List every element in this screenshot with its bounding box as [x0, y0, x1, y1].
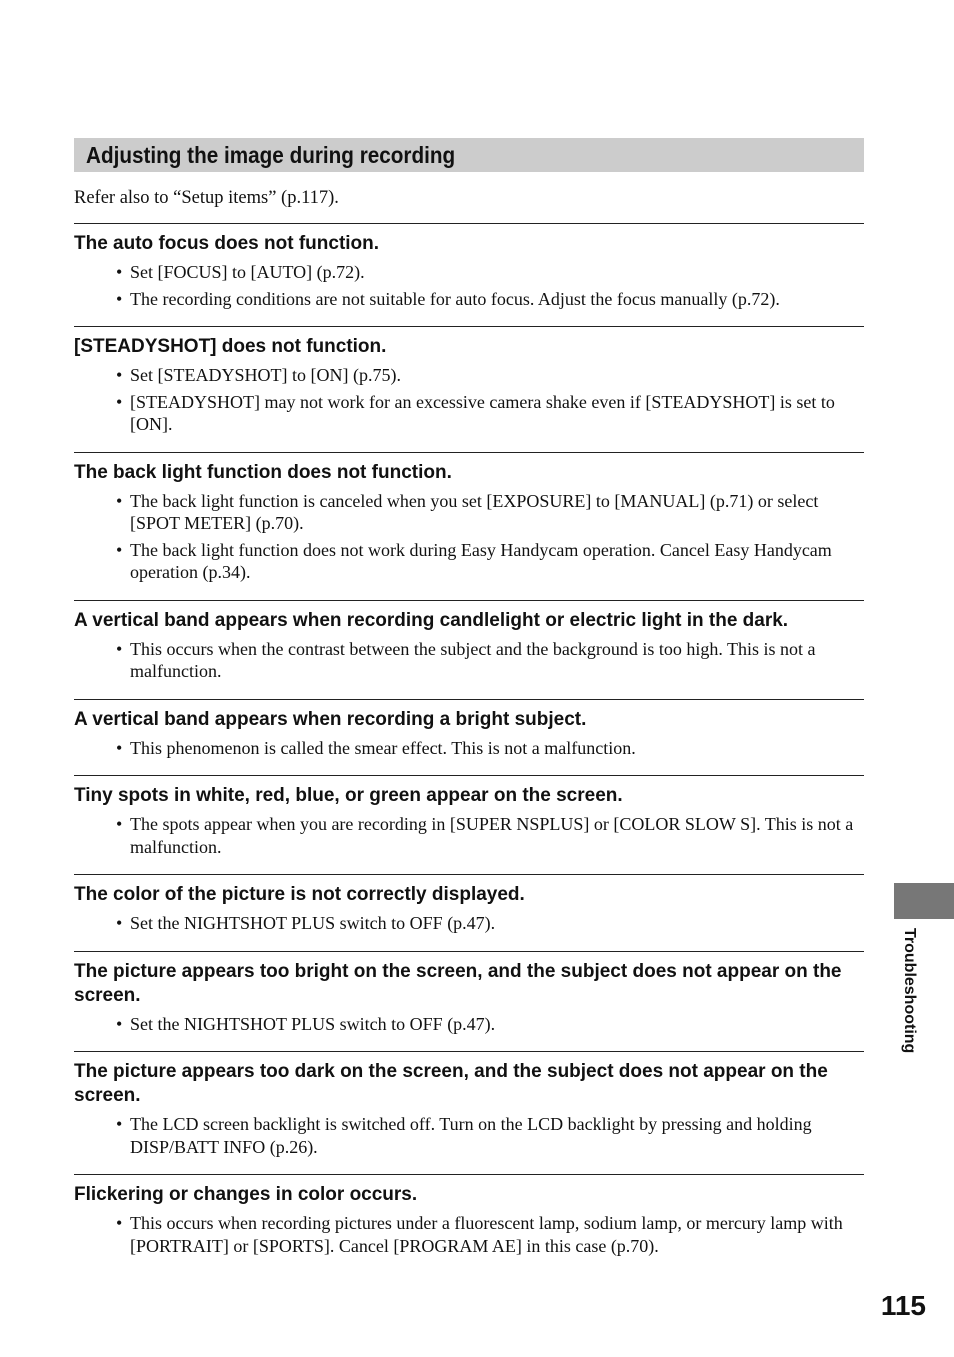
bullet-list [74, 737, 864, 760]
bullet-text: The LCD screen backlight is switched off. Turn on the LCD backlight by pressing and holding DISP/BATT INFO (p.26). [130, 1114, 812, 1157]
bullet-item [74, 912, 864, 935]
bullet-dot-icon: • [116, 288, 123, 309]
bullet-item [74, 539, 864, 584]
bullet-text: The recording conditions are not suitable for auto focus. Adjust the focus manually (p.72). [130, 288, 780, 309]
section-title-text: Adjusting the image during recording [86, 142, 456, 168]
bullet-item [74, 737, 864, 760]
topic-block [74, 699, 864, 776]
bullet-text: Set [FOCUS] to [AUTO] (p.72). [130, 262, 365, 282]
topic-block [74, 874, 864, 951]
bullet-text: This occurs when recording pictures under a fluorescent lamp, sodium lamp, or mercury lamp with [PORTRAIT] or [SPORTS]. Cancel [PROGRAM AE] in this case (p.70). [130, 1213, 843, 1256]
bullet-dot-icon: • [116, 490, 123, 511]
bullet-list [74, 261, 864, 310]
bullet-item [74, 391, 864, 436]
bullet-text: The spots appear when you are recording in [SUPER NSPLUS] or [COLOR SLOW S]. This is not a malfunction. [130, 814, 854, 857]
bullet-text: Set the NIGHTSHOT PLUS switch to OFF (p.47). [130, 1013, 496, 1034]
topic-block [74, 1051, 864, 1174]
topic-heading: A vertical band appears when recording candlelight or electric light in the dark. [74, 609, 789, 631]
bullet-dot-icon: • [116, 638, 123, 659]
topic-block [74, 951, 864, 1052]
bullet-item [74, 1212, 864, 1257]
topic-block [74, 1174, 864, 1273]
bullet-dot-icon: • [116, 913, 123, 933]
topic-block [74, 600, 864, 699]
bullet-list [74, 490, 864, 584]
topic-heading: Flickering or changes in color occurs. [74, 1184, 418, 1205]
side-chapter-label: Troubleshooting [901, 928, 918, 1054]
bullet-text: This phenomenon is called the smear effect. This is not a malfunction. [130, 737, 636, 758]
bullet-dot-icon: • [116, 539, 123, 560]
bullet-list [74, 813, 864, 858]
bullet-item [74, 364, 864, 387]
bullet-list [74, 912, 864, 935]
intro-text: Refer also to “Setup items” (p.117). [74, 188, 339, 208]
bullet-text: Set the NIGHTSHOT PLUS switch to OFF (p.47). [130, 913, 496, 933]
bullet-dot-icon: • [116, 365, 123, 385]
page-number: 115 [880, 1290, 926, 1321]
topic-heading: The back light function does not function. [74, 461, 452, 483]
topic-block [74, 452, 864, 600]
bullet-list [74, 364, 864, 436]
bullet-text: Set [STEADYSHOT] to [ON] (p.75). [130, 365, 401, 385]
bullet-item [74, 813, 864, 858]
section-title [74, 138, 864, 172]
bullet-dot-icon: • [116, 1114, 123, 1134]
topic-heading: The picture appears too dark on the screen, and the subject does not appear on the screen. [74, 1061, 828, 1106]
bullet-list [74, 1113, 864, 1158]
topic-heading: Tiny spots in white, red, blue, or green appear on the screen. [74, 785, 623, 806]
bullet-text: The back light function does not work during Easy Handycam operation. Cancel Easy Handycam operation (p.34). [130, 539, 832, 582]
side-tab-marker [894, 883, 954, 919]
topic-heading: A vertical band appears when recording a bright subject. [74, 708, 587, 730]
bullet-dot-icon: • [116, 1013, 123, 1034]
topic-block [74, 326, 864, 452]
bullet-dot-icon: • [116, 1213, 123, 1233]
topic-block [74, 775, 864, 874]
bullet-item [74, 1113, 864, 1158]
topic-heading: The picture appears too bright on the screen, and the subject does not appear on the screen. [74, 960, 842, 1006]
bullet-dot-icon: • [116, 737, 123, 758]
bullet-dot-icon: • [116, 391, 123, 412]
topic-heading: The color of the picture is not correctly displayed. [74, 884, 525, 905]
bullet-item [74, 490, 864, 535]
bullet-list [74, 638, 864, 683]
topic-block [74, 223, 864, 326]
bullet-item [74, 638, 864, 683]
bullet-item [74, 261, 864, 284]
topic-heading: The auto focus does not function. [74, 233, 380, 254]
bullet-dot-icon: • [116, 814, 123, 834]
bullet-list [74, 1013, 864, 1036]
bullet-item [74, 288, 864, 311]
bullet-list [74, 1212, 864, 1257]
topic-heading: [STEADYSHOT] does not function. [74, 336, 387, 357]
bullet-item [74, 1013, 864, 1036]
bullet-dot-icon: • [116, 262, 123, 282]
bullet-text: This occurs when the contrast between the subject and the background is too high. This is not a malfunction. [130, 638, 816, 681]
bullet-text: [STEADYSHOT] may not work for an excessive camera shake even if [STEADYSHOT] is set to [ON]. [130, 391, 835, 434]
topic-list [74, 223, 864, 1273]
bullet-text: The back light function is canceled when you set [EXPOSURE] to [MANUAL] (p.71) or select [SPOT METER] (p.70). [130, 490, 819, 533]
